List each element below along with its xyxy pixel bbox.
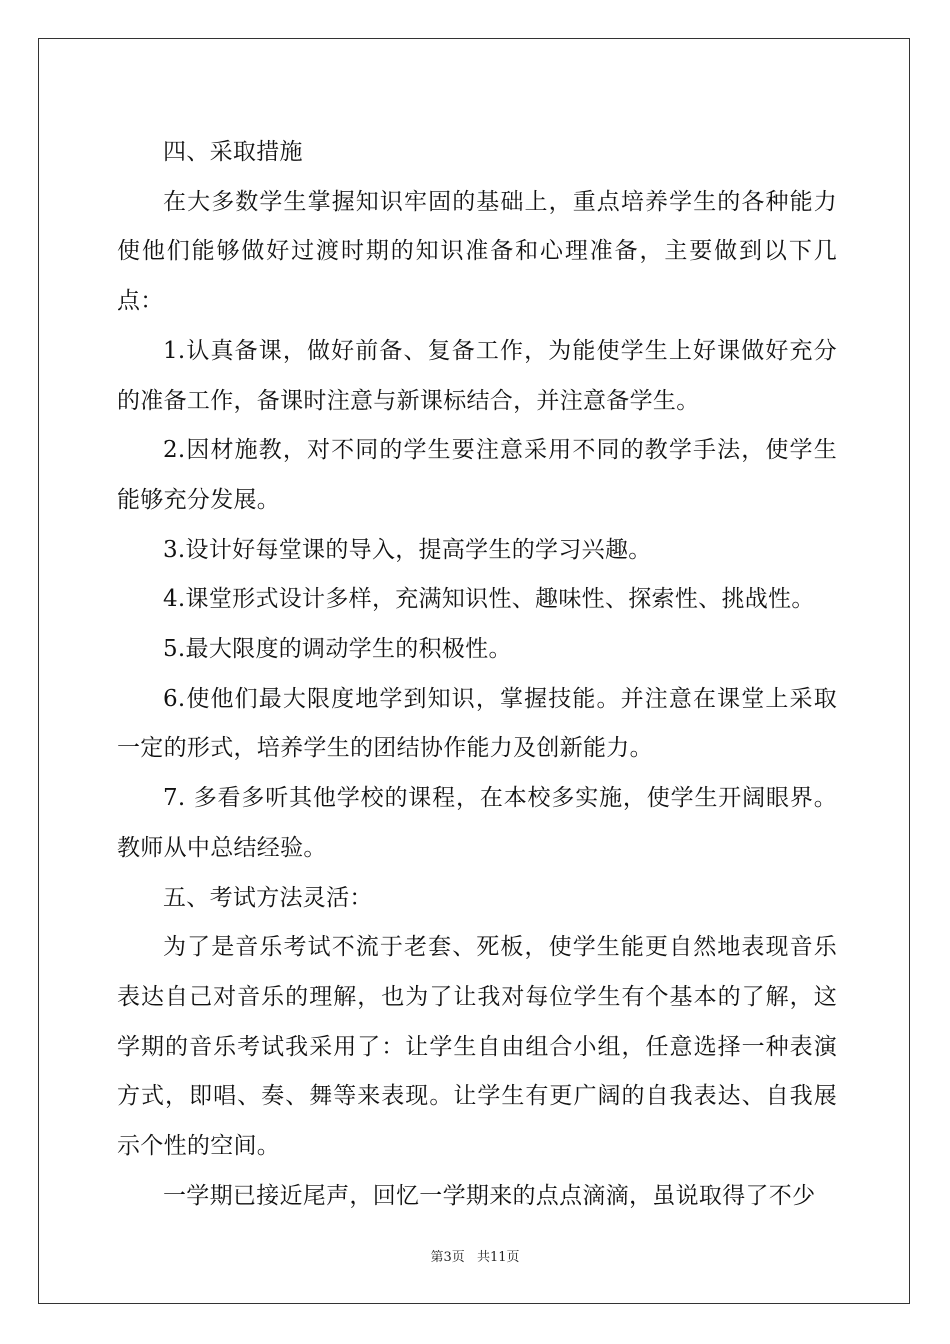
list-item-4: 4.课堂形式设计多样，充满知识性、趣味性、探索性、挑战性。 (163, 586, 815, 613)
page-footer (0, 1246, 950, 1265)
page-total: 共11页 (476, 1250, 520, 1265)
list-item-3: 3.设计好每堂课的导入，提高学生的学习兴趣。 (163, 536, 652, 563)
section-heading-measures: 四、采取措施 (163, 139, 303, 165)
paragraph-intro: 在大多数学生掌握知识牢固的基础上，重点培养学生的各种能力使他们能够做好过渡时期的知识准备和心理准备，主要做到以下几点： (117, 188, 837, 315)
document-body (117, 128, 837, 1221)
list-item-7: 7. 多看多听其他学校的课程，在本校多实施，使学生开阔眼界。教师从中总结经验。 (117, 785, 837, 861)
page-number: 第3页 (430, 1250, 465, 1265)
list-item-1: 1.认真备课，做好前备、复备工作，为能使学生上好课做好充分的准备工作，备课时注意与新课标结合，并注意备学生。 (117, 337, 837, 414)
list-item-5: 5.最大限度的调动学生的积极性。 (163, 636, 512, 663)
list-item-6: 6.使他们最大限度地学到知识，掌握技能。并注意在课堂上采取一定的形式，培养学生的团结协作能力及创新能力。 (117, 685, 837, 762)
paragraph-exam: 为了是音乐考试不流于老套、死板，使学生能更自然地表现音乐表达自己对音乐的理解，也为了让我对每位学生有个基本的了解，这学期的音乐考试我采用了：让学生自由组合小组，任意选择一种表演方式，即唱、奏、舞等来表现。让学生有更广阔的自我表达、自我展示个性的空间。 (117, 934, 837, 1160)
list-item-2: 2.因材施教，对不同的学生要注意采用不同的教学手法，使学生能够充分发展。 (117, 437, 837, 513)
section-heading-exam: 五、考试方法灵活： (163, 884, 373, 911)
paragraph-closing: 一学期已接近尾声，回忆一学期来的点点滴滴，虽说取得了不少 (163, 1182, 816, 1209)
